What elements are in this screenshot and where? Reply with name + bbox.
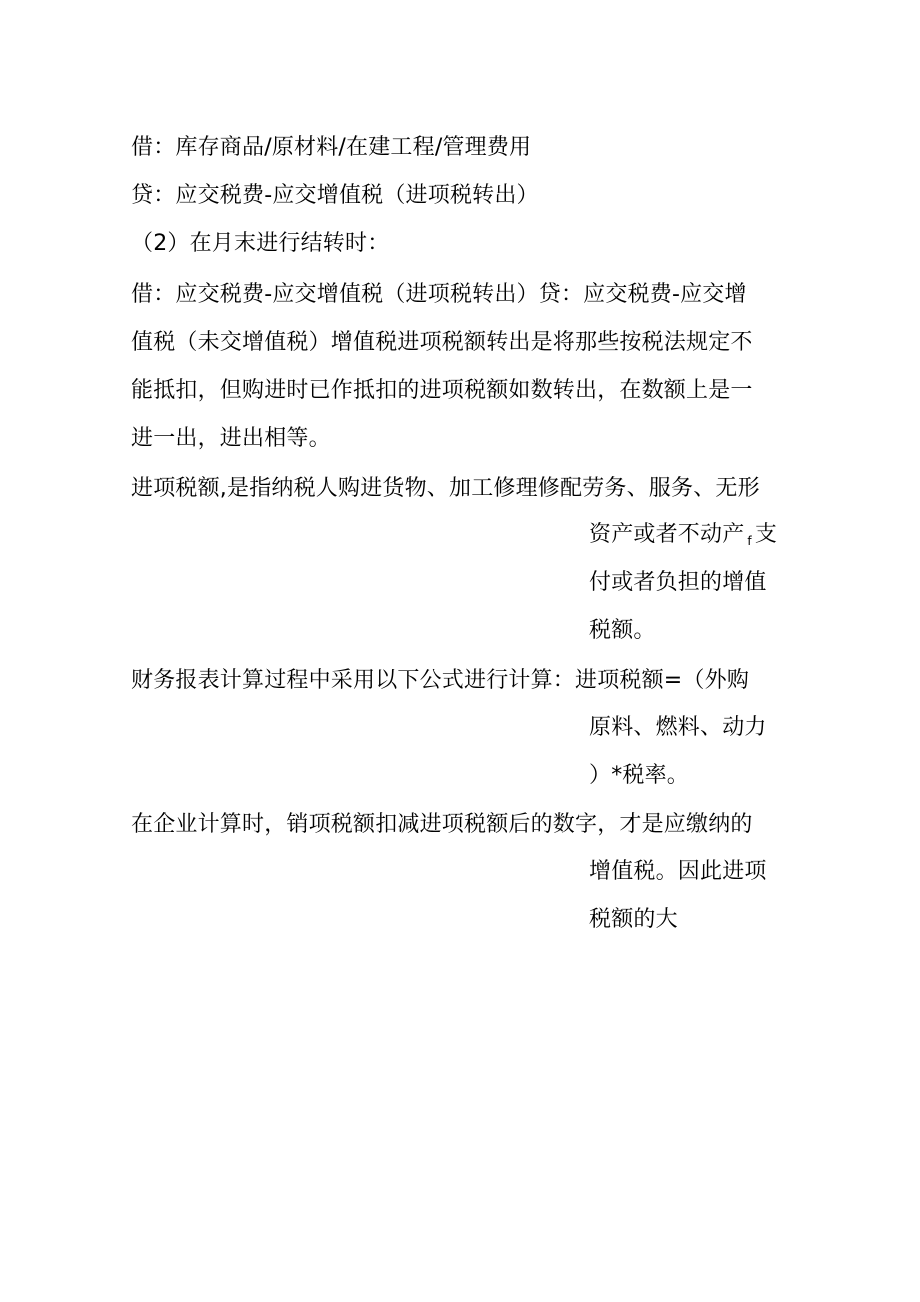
text-line-credit-tax: 贷：应交税费-应交增值税（进项税转出） bbox=[131, 183, 539, 208]
text-line-assets bbox=[589, 520, 777, 556]
text-line-step-2: （2）在月末进行结转时： bbox=[131, 231, 390, 256]
text-line-formula: 财务报表计算过程中采用以下公式进行计算：进项税额=（外购 bbox=[131, 668, 750, 693]
text-line-tax-rate: ）*税率。 bbox=[589, 763, 690, 788]
text-line-equal: 进一出，进出相等。 bbox=[131, 426, 331, 451]
text-line-deduction: 能抵扣，但购进时已作抵扣的进项税额如数转出，在数额上是一 bbox=[131, 378, 753, 403]
text-line-debit-credit: 借：应交税费-应交增值税（进项税转出）贷：应交税费-应交增 bbox=[131, 282, 747, 307]
text-line-pay-vat: 付或者负担的增值 bbox=[589, 570, 767, 595]
text-line-vat-transfer: 值税（未交增值税）增值税进项税额转出是将那些按税法规定不 bbox=[131, 330, 753, 355]
text-line-materials: 原料、燃料、动力 bbox=[589, 715, 767, 740]
text-line-tax-amount: 税额。 bbox=[589, 618, 656, 643]
text-line-size: 税额的大 bbox=[589, 907, 678, 932]
text-line-enterprise-calc: 在企业计算时，销项税额扣减进项税额后的数字，才是应缴纳的 bbox=[131, 812, 753, 837]
text-span-subscript: f bbox=[747, 534, 752, 548]
text-line-input-tax-definition: 进项税额,是指纳税人购进货物、加工修理修配劳务、服务、无形 bbox=[131, 476, 760, 501]
text-line-vat-therefore: 增值税。因此进项 bbox=[589, 859, 767, 884]
text-line-debit-inventory: 借：库存商品/原材料/在建工程/管理费用 bbox=[131, 135, 532, 160]
text-span-pay: 支 bbox=[754, 522, 778, 547]
text-span-assets: 资产或者不动产 bbox=[589, 522, 745, 547]
